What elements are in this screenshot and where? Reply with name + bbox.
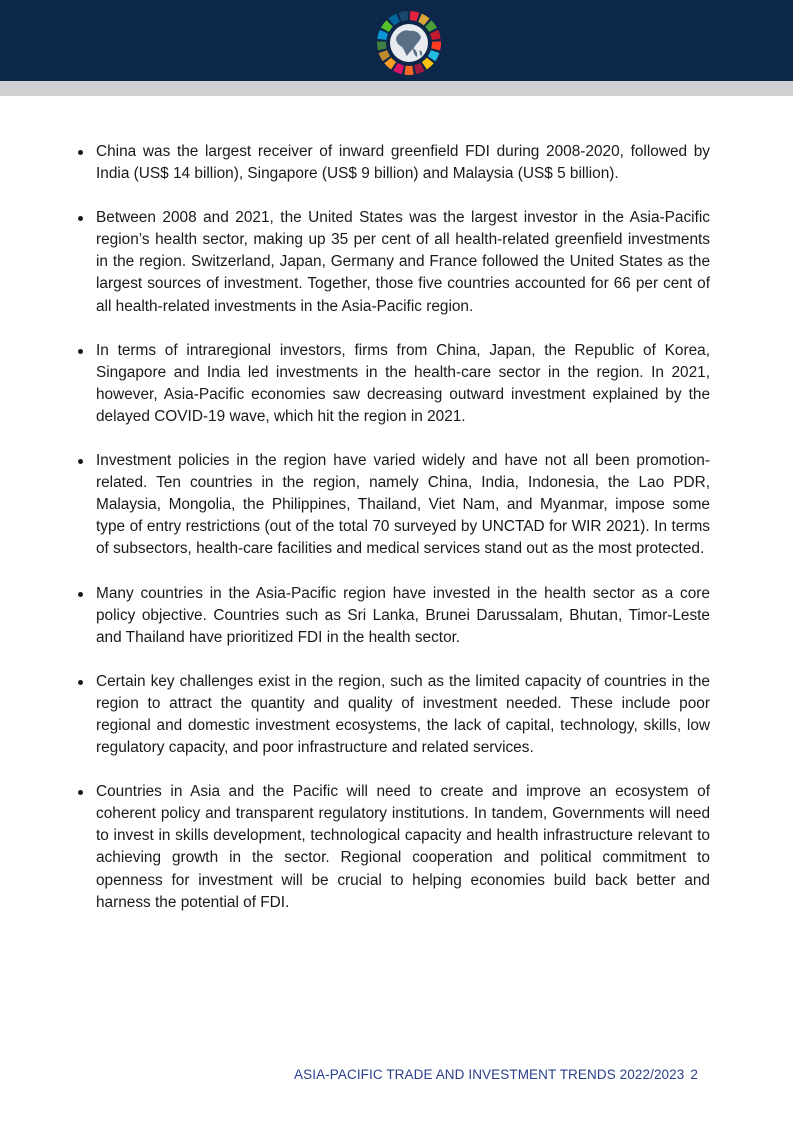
page-footer: [294, 1067, 698, 1082]
bullet-text: In terms of intraregional investors, firms from China, Japan, the Republic of Korea, Singapore and India led investments in the health-care sector in the region. In 2021, however, Asia-Pacific economies saw decreasing outward investment explained by the delayed COVID-19 wave, which hit the region in 2021.: [96, 341, 710, 425]
bullet-text: Between 2008 and 2021, the United States was the largest investor in the Asia-Pacific region’s health sector, making up 35 per cent of all health-related greenfield investments in the region. Switzerland, Japan, Germany and France followed the United States as the largest sources of investment. Together, those five countries accounted for 66 per cent of all health-related investments in the Asia-Pacific region.: [96, 209, 710, 315]
bullet-dot-icon: [78, 459, 83, 464]
bullet-item: [77, 450, 710, 560]
bullet-item: [77, 340, 710, 428]
sdg-wheel-segment: [377, 41, 387, 50]
sdg-wheel-segment: [379, 50, 391, 61]
bullet-text: Certain key challenges exist in the region, such as the limited capacity of countries in the region to attract the quantity and quality of investment needed. These include poor regional and domestic investment ecosystems, the lack of capital, technology, skills, low regulatory capacity, and poor infrastructure and related services.: [96, 672, 710, 757]
sdg-wheel-segment: [384, 58, 396, 70]
bullet-dot-icon: [78, 150, 83, 155]
sdg-wheel-segment: [422, 58, 434, 70]
sdg-wheel-segment: [393, 63, 404, 74]
sdg-wheel-segment: [418, 14, 429, 26]
sdg-wheel-segment: [410, 11, 419, 21]
bullet-list-section: [77, 141, 710, 936]
header-divider-strip: [0, 81, 793, 96]
bullet-dot-icon: [78, 592, 83, 597]
bullet-item: [77, 781, 710, 914]
sdg-wheel-segment: [377, 30, 388, 40]
bullet-text: Investment policies in the region have varied widely and have not all been promotion-related. Ten countries in the region, namely China, India, Indonesia, the Lao PDR, Malaysia, Mongolia, the Philippines, Thailand, Viet Nam, and Myanmar, impose some type of entry restrictions (out of the total 70 surveyed by UNCTAD for WIR 2021). In terms of subsectors, health-care facilities and medical services stand out as the most protected.: [96, 452, 710, 558]
sdg-wheel-segment: [404, 66, 413, 75]
bullet-item: [77, 671, 710, 759]
sdg-wheel-segment: [425, 20, 437, 32]
bullet-text: China was the largest receiver of inward greenfield FDI during 2008-2020, followed by India (US$ 14 billion), Singapore (US$ 9 billion) and Malaysia (US$ 5 billion).: [96, 143, 710, 183]
page-number: 2: [690, 1067, 698, 1082]
bullet-text: Countries in Asia and the Pacific will need to create and improve an ecosystem of coherent policy and transparent regulatory institutions. In tandem, Governments will need to invest in skills development, technological capacity and health infrastructure relevant to achieving growth in the sector. Regional cooperation and political commitment to openness for investment will be crucial to helping economies build back better and harness the potential of FDI.: [96, 783, 710, 911]
bullet-text: Many countries in the Asia-Pacific region have invested in the health sector as a core policy objective. Countries such as Sri Lanka, Brunei Darussalam, Bhutan, Timor-Leste and Thailand have prioritized FDI in the health sector.: [96, 584, 710, 646]
sdg-wheel-segment: [428, 50, 440, 61]
sdg-wheel-segment: [399, 11, 408, 21]
footer-title: ASIA-PACIFIC TRADE AND INVESTMENT TRENDS 2022/2023: [294, 1067, 685, 1082]
sdg-wheel-globe-icon: [376, 10, 442, 76]
sdg-wheel-segment: [414, 63, 425, 74]
bullet-dot-icon: [78, 790, 83, 795]
sdg-wheel-segment: [388, 14, 399, 26]
bullet-list: [77, 141, 710, 914]
sdg-wheel-segment: [430, 30, 441, 40]
bullet-item: [77, 141, 710, 185]
sdg-wheel-segment: [381, 20, 393, 32]
bullet-item: [77, 207, 710, 317]
sdg-wheel-segment: [431, 41, 441, 50]
bullet-dot-icon: [78, 680, 83, 685]
bullet-dot-icon: [78, 216, 83, 221]
bullet-item: [77, 583, 710, 649]
bullet-dot-icon: [78, 349, 83, 354]
